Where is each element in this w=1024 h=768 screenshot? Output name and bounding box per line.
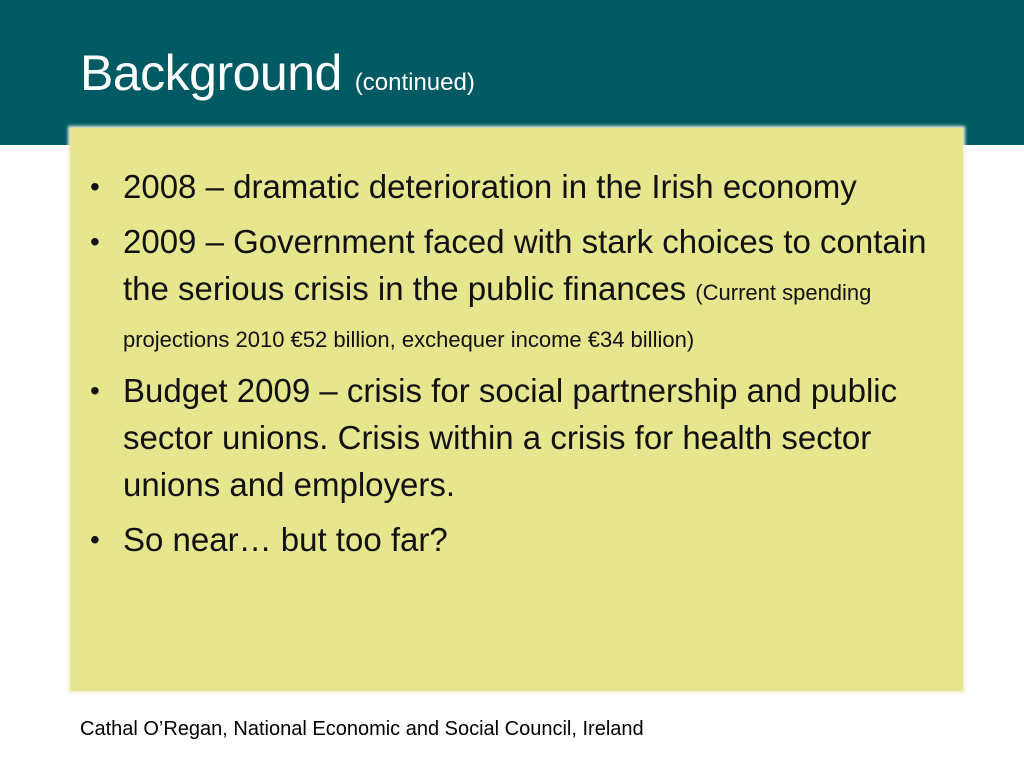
bullet-item-2008 [90, 163, 945, 210]
bullet-icon: • [90, 375, 100, 406]
bullet-text: So near… but too far? [123, 521, 448, 558]
bullet-text: 2008 – dramatic deterioration in the Irish economy [123, 168, 857, 205]
slide-title-text: Background [80, 45, 342, 101]
bullet-text: 2009 – Government faced with stark choices to contain the serious crisis in the public finances [123, 223, 927, 307]
slide-title-suffix: (continued) [354, 69, 475, 96]
bullet-list [90, 163, 945, 571]
bullet-icon: • [90, 524, 100, 555]
content-panel [70, 128, 963, 691]
bullet-text: Budget 2009 – crisis for social partnership and public sector unions. Crisis within a crisis for health sector unions and employers. [123, 372, 898, 503]
bullet-icon: • [90, 226, 100, 257]
slide-title [80, 45, 475, 101]
bullet-item-budget-2009 [90, 367, 945, 508]
bullet-note: (Current spending projections 2010 €52 billion, exchequer income €34 billion) [123, 280, 872, 352]
bullet-icon: • [90, 171, 100, 202]
bullet-item-so-near [90, 516, 945, 563]
footer-credit: Cathal O’Regan, National Economic and Social Council, Ireland [80, 718, 644, 740]
bullet-item-2009 [90, 218, 945, 359]
